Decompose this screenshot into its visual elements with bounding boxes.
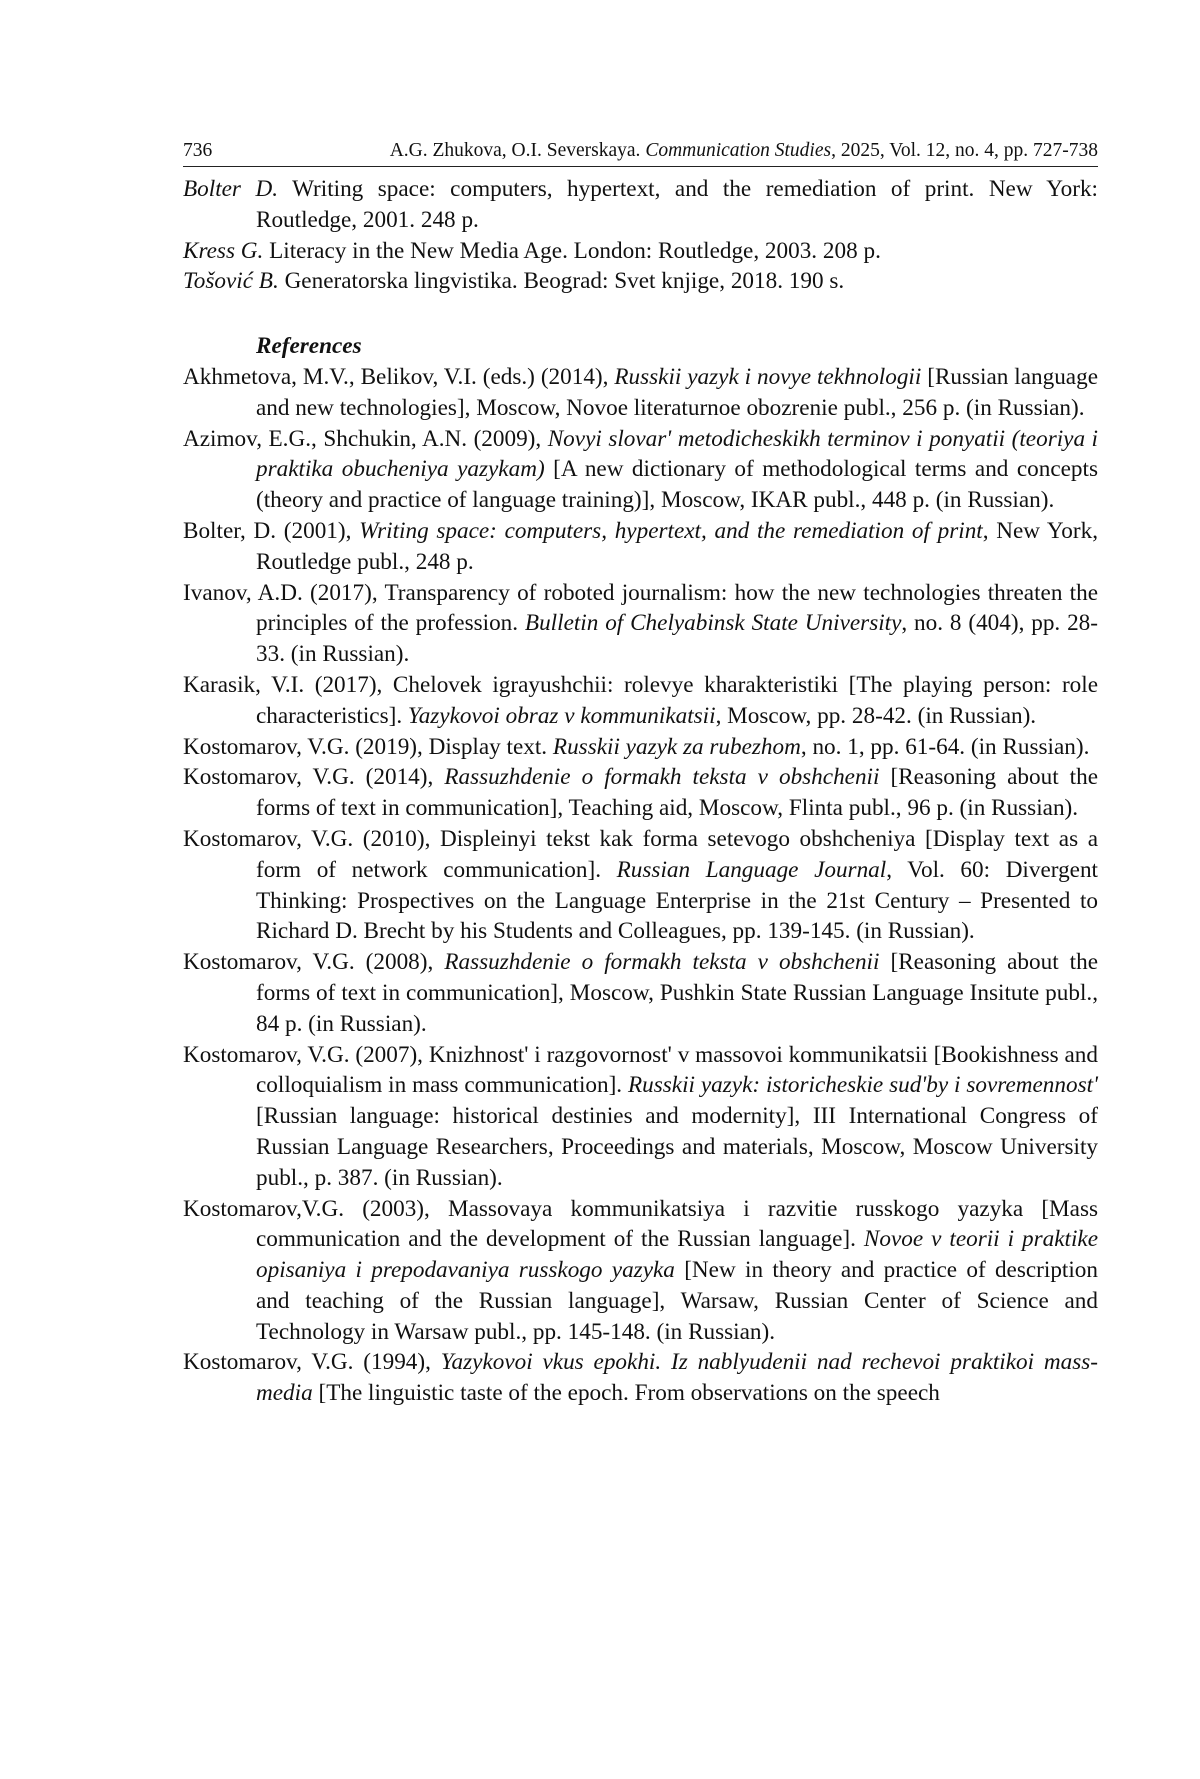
reference-text: , New York, Routledge publ., 248 p.: [256, 517, 1098, 575]
reference-text: [Russian language: historical destinies and modernity], III International Congress of Russian Language Researchers, Proceedings and materials, Moscow, Moscow University publ., p. 387. (in Russian).: [256, 1103, 1098, 1191]
reference-item: [183, 947, 1098, 1039]
reference-item: [183, 1194, 1098, 1348]
reference-text: [Reasoning about the forms of text in communication], Teaching aid, Moscow, Flinta publ., 96 p. (in Russian).: [256, 764, 1098, 822]
header-issue: , 2025, Vol. 12, no. 4, pp. 727-738: [831, 140, 1098, 161]
reference-text: [A new dictionary of methodological terms and concepts (theory and practice of language training)], Moscow, IKAR publ., 448 p. (in Russian).: [256, 456, 1098, 514]
reference-title: Yazykovoi vkus epokhi. Iz nablyudenii nad rechevoi praktikoi mass-media: [256, 1349, 1099, 1407]
literature-text: Literacy in the New Media Age. London: Routledge, 2003. 208 p.: [263, 237, 881, 264]
reference-title: Bulletin of Chelyabinsk State University: [524, 610, 902, 637]
reference-item: [183, 762, 1098, 824]
literature-item: [183, 174, 1098, 236]
reference-text: Akhmetova, M.V., Belikov, V.I. (eds.) (2014),: [183, 363, 615, 390]
literature-author: Bolter D.: [183, 176, 278, 202]
literature-item: [183, 236, 1098, 267]
reference-text: Ivanov, A.D. (2017), Transparency of roboted journalism: how the new technologies threaten the principles of the profession.: [183, 579, 1098, 637]
reference-title: Yazykovoi obraz v kommunikatsii: [407, 702, 716, 729]
reference-title: Rassuzhdenie o formakh teksta v obshchenii: [444, 764, 880, 791]
reference-text: Kostomarov, V.G. (2019), Display text.: [183, 733, 553, 760]
running-header: [183, 140, 1098, 167]
reference-item: [183, 732, 1098, 763]
reference-text: [Reasoning about the forms of text in communication], Moscow, Pushkin State Russian Language Insitute publ., 84 p. (in Russian).: [256, 949, 1098, 1037]
reference-text: Karasik, V.I. (2017), Chelovek igrayushchii: rolevye kharakteristiki [The playing person: role characteristics].: [183, 671, 1098, 729]
reference-text: [The linguistic taste of the epoch. From observations on the speech: [312, 1380, 940, 1407]
literature-author: Kress G.: [183, 237, 264, 264]
reference-text: Kostomarov,V.G. (2003), Massovaya kommunikatsiya i razvitie russkogo yazyka [Mass communication and the development of the Russian language].: [183, 1195, 1098, 1253]
journal-page: [183, 140, 1098, 1409]
reference-text: , no. 8 (404), pp. 28-33. (in Russian).: [256, 610, 1098, 668]
reference-title: Russkii yazyk za rubezhom: [552, 733, 801, 760]
reference-title: Novoe v teorii i praktike opisaniya i prepodavaniya russkogo yazyka: [256, 1226, 1098, 1284]
references-list: [183, 362, 1098, 1409]
header-journal: Communication Studies: [645, 140, 832, 161]
reference-item: [183, 670, 1098, 732]
reference-title: Novyi slovar' metodicheskikh terminov i ponyatii (teoriya i praktika obucheniya yazykam): [256, 425, 1099, 483]
literature-text: Generatorska lingvistika. Beograd: Svet knjige, 2018. 190 s.: [278, 268, 845, 295]
reference-item: [183, 824, 1098, 947]
reference-text: , Moscow, pp. 28-42. (in Russian).: [715, 702, 1037, 729]
reference-text: [New in theory and practice of description and teaching of the Russian language], Warsaw, Russian Center of Science and Technology in Warsaw publ., pp. 145-148. (in Russian).: [256, 1257, 1098, 1345]
literature-text: Writing space: computers, hypertext, and the remediation of print. New York: Routledge, 2001. 248 p.: [256, 176, 1099, 233]
reference-item: [183, 516, 1098, 578]
reference-text: [Russian language and new technologies], Moscow, Novoe literaturnoe obozrenie publ., 256 p. (in Russian).: [256, 363, 1098, 421]
page-number: 736: [183, 140, 213, 161]
literature-author: Tošović B.: [183, 268, 279, 295]
reference-text: Kostomarov, V.G. (2008),: [183, 949, 445, 976]
literature-list: [183, 174, 1098, 297]
reference-text: , no. 1, pp. 61-64. (in Russian).: [800, 733, 1090, 760]
reference-item: [183, 578, 1098, 670]
reference-text: Kostomarov, V.G. (1994),: [183, 1349, 441, 1376]
reference-text: Bolter, D. (2001),: [183, 517, 360, 544]
reference-text: Azimov, E.G., Shchukin, A.N. (2009),: [183, 425, 548, 452]
reference-item: [183, 1040, 1098, 1194]
reference-title: Rassuzhdenie o formakh teksta v obshchenii: [444, 949, 880, 976]
references-heading: References: [256, 333, 362, 360]
reference-item: [183, 424, 1098, 516]
reference-title: Russian Language Journal: [616, 856, 887, 883]
reference-text: Kostomarov, V.G. (2014),: [183, 764, 445, 791]
reference-text: , Vol. 60: Divergent Thinking: Prospectives on the Language Enterprise in the 21st Century – Presented to Richard D. Brecht by his Students and Colleagues, pp. 139-145. (in Russian).: [256, 856, 1098, 945]
running-title: [277, 140, 1098, 162]
reference-item: [183, 362, 1098, 424]
header-authors: A.G. Zhukova, O.I. Severskaya.: [389, 140, 646, 161]
reference-text: Kostomarov, V.G. (2007), Knizhnost' i razgovornost' v massovoi kommunikatsii [Bookishness and colloquialism in mass communication].: [183, 1041, 1098, 1099]
reference-title: Writing space: computers, hypertext, and the remediation of print: [359, 517, 983, 544]
reference-title: Russkii yazyk: istoricheskie sud'by i sovremennost': [628, 1072, 1098, 1099]
literature-item: [183, 266, 1098, 297]
reference-text: Kostomarov, V.G. (2010), Displeinyi tekst kak forma setevogo obshcheniya [Display text as a form of network communication].: [183, 825, 1098, 883]
reference-item: [183, 1347, 1098, 1409]
reference-title: Russkii yazyk i novye tekhnologii: [614, 363, 922, 390]
